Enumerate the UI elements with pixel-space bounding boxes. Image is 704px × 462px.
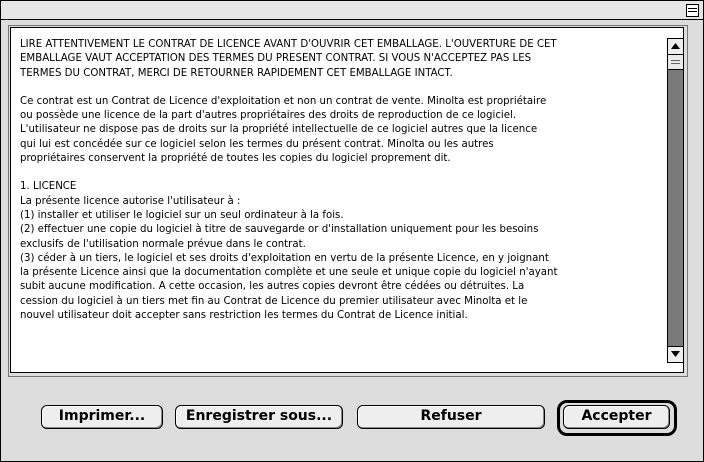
license-text-line: nouvel utilisateur doit accepter sans restriction les termes du Contrat de Licence initial. <box>20 310 468 322</box>
license-text-panel <box>10 27 684 373</box>
license-text-line: (3) céder à un tiers, le logiciel et ses droits d'exploitation en vertu de la présente Licence, en y joignant <box>20 252 549 264</box>
scroll-down-button[interactable] <box>668 346 683 362</box>
license-text-line: propriétaires conservent la propriété de toutes les copies du logiciel proprement dit. <box>20 153 451 165</box>
license-text-line: L'utilisateur ne dispose pas de droits sur la propriété intellectuelle de ce logiciel autres que la licence <box>20 124 538 136</box>
license-text-line: subit aucune modification. A cette occasion, les autres copies devront être cédées ou détruites. La <box>20 281 525 293</box>
license-text-line: exclusifs de l'utilisation normale prévue dans le contrat. <box>20 238 306 250</box>
down-arrow-icon <box>671 351 680 358</box>
license-text-line: EMBALLAGE VAUT ACCEPTATION DES TERMES DU PRESENT CONTRAT. SI VOUS N'ACCEPTEZ PAS LES <box>20 53 532 65</box>
paragraph-gap <box>20 81 660 95</box>
scroll-up-button[interactable] <box>668 39 683 55</box>
license-text-line: (2) effectuer une copie du logiciel à titre de sauvegarde or d'installation uniquement pour les besoins <box>20 224 539 236</box>
up-arrow-icon <box>671 43 680 50</box>
license-text-line: cession du logiciel à un tiers met fin au Contrat de Licence du premier utilisateur avec Minolta et le <box>20 295 528 307</box>
title-bar[interactable] <box>1 1 703 20</box>
paragraph-gap <box>20 166 660 180</box>
button-row <box>1 398 704 438</box>
license-text-line: qui lui est concédée sur ce logiciel selon les termes du présent contrat. Minolta ou les autres <box>20 138 494 150</box>
license-text-line: TERMES DU CONTRAT, MERCI DE RETOURNER RAPIDEMENT CET EMBALLAGE INTACT. <box>20 67 453 79</box>
decline-button[interactable]: Refuser <box>357 405 545 429</box>
license-text-line: Ce contrat est un Contrat de Licence d'exploitation et non un contrat de vente. Minolta est propriétaire <box>20 95 547 107</box>
scroll-thumb[interactable] <box>668 55 683 70</box>
license-text-area[interactable] <box>20 38 660 368</box>
save-as-button[interactable]: Enregistrer sous... <box>175 405 343 429</box>
license-text-line: ou possède une licence de la part d'autres propriétaires des droits de reproduction de ce logiciel. <box>20 110 517 122</box>
license-text-line: LIRE ATTENTIVEMENT LE CONTRAT DE LICENCE AVANT D'OUVRIR CET EMBALLAGE. L'OUVERTURE DE CET <box>20 39 557 50</box>
collapse-box-icon[interactable] <box>686 4 699 17</box>
license-text-line: la présente Licence ainsi que la documentation complète et une seule et unique copie du logiciel n'ayant <box>20 267 558 279</box>
accept-button[interactable]: Accepter <box>563 405 670 429</box>
vertical-scrollbar[interactable] <box>667 38 684 363</box>
print-button[interactable]: Imprimer... <box>41 405 163 429</box>
license-text-line: 1. LICENCE <box>20 181 77 193</box>
license-text-line: (1) installer et utiliser le logiciel sur un seul ordinateur à la fois. <box>20 209 344 221</box>
license-text-line: La présente licence autorise l'utilisateur à : <box>20 195 241 207</box>
